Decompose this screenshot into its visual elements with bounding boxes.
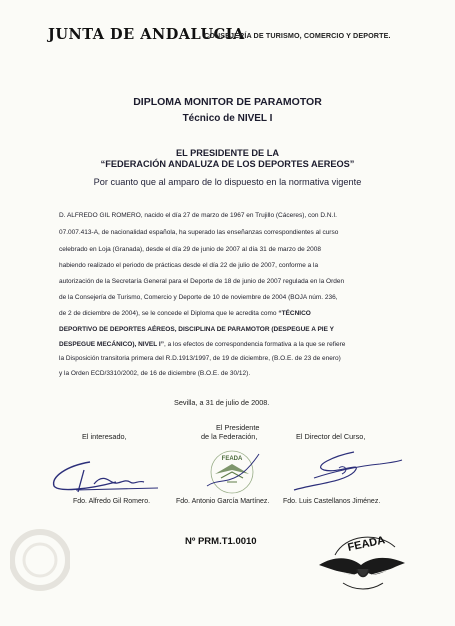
body-line: y la Orden ECD/3310/2002, de 16 de diciembre (B.O.E. de 30/12).: [59, 370, 251, 377]
federation-name: “FEDERACIÓN ANDALUZA DE LOS DEPORTES AEREOS”: [100, 159, 355, 169]
body-text: , a los efectos de correspondencia formativa a la que se refiere: [163, 341, 346, 348]
body-line: de la Consejería de Turismo, Comercio y Deporte de 10 de noviembre de 2004 (BOJA núm. 236,: [59, 294, 338, 301]
body-line: [59, 341, 345, 349]
preamble: Por cuanto que al amparo de lo dispuesto en la normativa vigente: [93, 177, 362, 187]
place-date: Sevilla, a 31 de julio de 2008.: [174, 398, 270, 407]
signer-label-director: El Director del Curso,: [296, 432, 366, 441]
body-line: la Disposición transitoria primera del R.D.1913/1997, de 19 de diciembre, (B.O.E. de 23 de enero): [59, 355, 341, 362]
body-bold-text: DESPEGUE MECÁNICO), NIVEL I”: [59, 341, 164, 348]
signature-interesado: [46, 452, 166, 497]
junta-logo-text: JUNTA DE ANDALUCIA: [48, 26, 245, 43]
body-line: DEPORTIVO DE DEPORTES AÉREOS, DISCIPLINA DE PARAMOTOR (DESPEGUE A PIE Y: [59, 326, 334, 333]
body-text: de 2 de diciembre de 2004), se le concede el Diploma que le acredita como: [59, 310, 279, 317]
logo-text: FEADA: [346, 534, 387, 554]
seal-text: FEADA: [221, 456, 243, 462]
body-bold-text: “TÉCNICO: [278, 310, 311, 317]
body-line: D. ALFREDO GIL ROMERO, nacido el día 27 de marzo de 1967 en Trujillo (Cáceres), con D.N.I.: [59, 212, 337, 219]
printed-name-director: Fdo. Luis Castellanos Jiménez.: [283, 498, 381, 505]
department-name: CONSEJERÍA DE TURISMO, COMERCIO Y DEPORTE.: [204, 31, 391, 40]
printed-name-interesado: Fdo. Alfredo Gil Romero.: [73, 498, 151, 505]
signer-label-interesado: El interesado,: [82, 432, 127, 441]
president-heading: EL PRESIDENTE DE LA: [176, 148, 279, 158]
body-line: habiendo realizado el periodo de prácticas desde el día 22 de julio de 2007, conforme a la: [59, 262, 319, 269]
signer-label-presidente-2: de la Federación,: [201, 432, 258, 441]
diploma-number: Nº PRM.T1.0010: [185, 536, 257, 547]
federation-seal: [201, 446, 263, 498]
diploma-title: DIPLOMA MONITOR DE PARAMOTOR: [133, 96, 322, 108]
signer-label-presidente-1: El Presidente: [216, 423, 260, 432]
body-line: autorización de la Secretaría General para el Deporte de 18 de junio de 2007 regulada en la Orden: [59, 278, 345, 285]
body-line: 07.007.413-A, de nacionalidad española, ha superado las enseñanzas correspondientes al curso: [59, 229, 339, 236]
body-line: celebrado en Loja (Granada), desde el día 29 de junio de 2007 al día 31 de marzo de 2008: [59, 246, 321, 253]
printed-name-presidente: Fdo. Antonio García Martínez.: [176, 498, 270, 505]
body-line: [59, 310, 311, 318]
signature-director: [284, 448, 404, 498]
feada-logo: [315, 525, 410, 597]
emboss-watermark: [10, 510, 70, 610]
diploma-level: Técnico de NIVEL I: [182, 113, 273, 124]
